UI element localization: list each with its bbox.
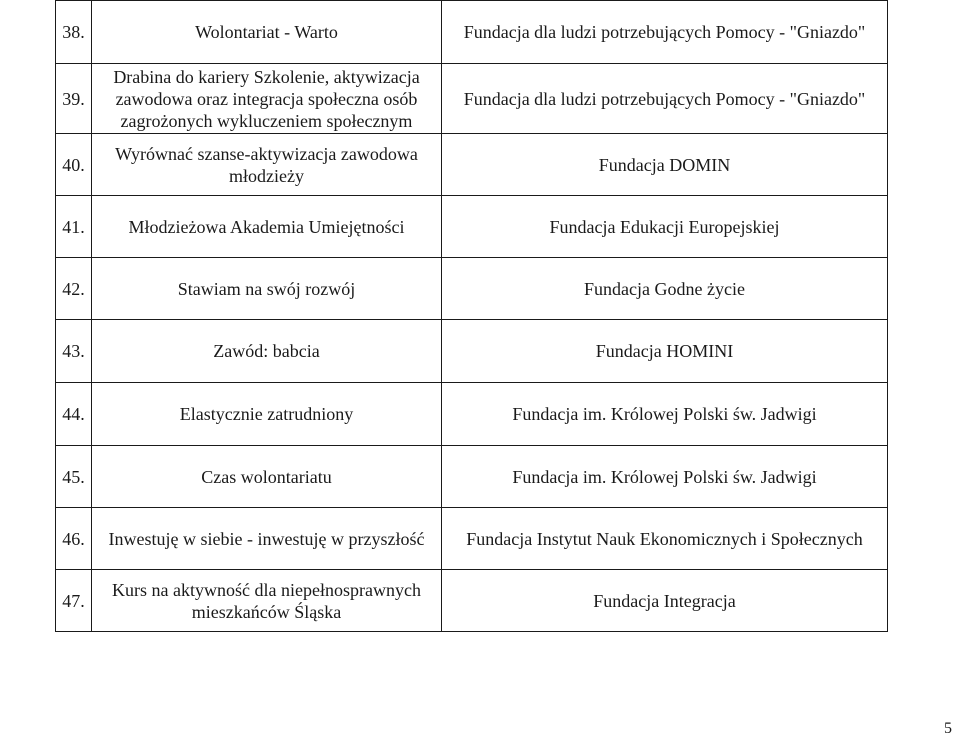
row-number: 38. <box>56 1 92 64</box>
table-row <box>56 508 888 570</box>
organization-name: Fundacja im. Królowej Polski św. Jadwigi <box>442 383 888 446</box>
projects-table <box>55 0 888 632</box>
table-row <box>56 570 888 632</box>
table-row <box>56 258 888 320</box>
project-title: Stawiam na swój rozwój <box>92 258 442 320</box>
organization-name: Fundacja dla ludzi potrzebujących Pomocy - "Gniazdo" <box>442 64 888 134</box>
organization-name: Fundacja Integracja <box>442 570 888 632</box>
table-row <box>56 64 888 134</box>
table-row <box>56 383 888 446</box>
organization-name: Fundacja dla ludzi potrzebujących Pomocy - "Gniazdo" <box>442 1 888 64</box>
project-title: Czas wolontariatu <box>92 446 442 508</box>
page-number: 5 <box>944 720 952 737</box>
table-row <box>56 320 888 383</box>
project-title: Kurs na aktywność dla niepełnosprawnych mieszkańców Śląska <box>92 570 442 632</box>
row-number: 42. <box>56 258 92 320</box>
project-title: Młodzieżowa Akademia Umiejętności <box>92 196 442 258</box>
project-title: Wyrównać szanse-aktywizacja zawodowa młodzieży <box>92 134 442 196</box>
organization-name: Fundacja DOMIN <box>442 134 888 196</box>
project-title: Wolontariat - Warto <box>92 1 442 64</box>
project-title: Drabina do kariery Szkolenie, aktywizacja zawodowa oraz integracja społeczna osób zagrożonych wykluczeniem społecznym <box>92 64 442 134</box>
row-number: 39. <box>56 64 92 134</box>
project-title: Inwestuję w siebie - inwestuję w przyszłość <box>92 508 442 570</box>
row-number: 43. <box>56 320 92 383</box>
table-row <box>56 134 888 196</box>
row-number: 45. <box>56 446 92 508</box>
row-number: 47. <box>56 570 92 632</box>
organization-name: Fundacja Godne życie <box>442 258 888 320</box>
organization-name: Fundacja Edukacji Europejskiej <box>442 196 888 258</box>
row-number: 44. <box>56 383 92 446</box>
table-row <box>56 446 888 508</box>
organization-name: Fundacja im. Królowej Polski św. Jadwigi <box>442 446 888 508</box>
table-row <box>56 1 888 64</box>
organization-name: Fundacja Instytut Nauk Ekonomicznych i Społecznych <box>442 508 888 570</box>
organization-name: Fundacja HOMINI <box>442 320 888 383</box>
project-title: Zawód: babcia <box>92 320 442 383</box>
project-title: Elastycznie zatrudniony <box>92 383 442 446</box>
table-row <box>56 196 888 258</box>
row-number: 40. <box>56 134 92 196</box>
row-number: 41. <box>56 196 92 258</box>
row-number: 46. <box>56 508 92 570</box>
